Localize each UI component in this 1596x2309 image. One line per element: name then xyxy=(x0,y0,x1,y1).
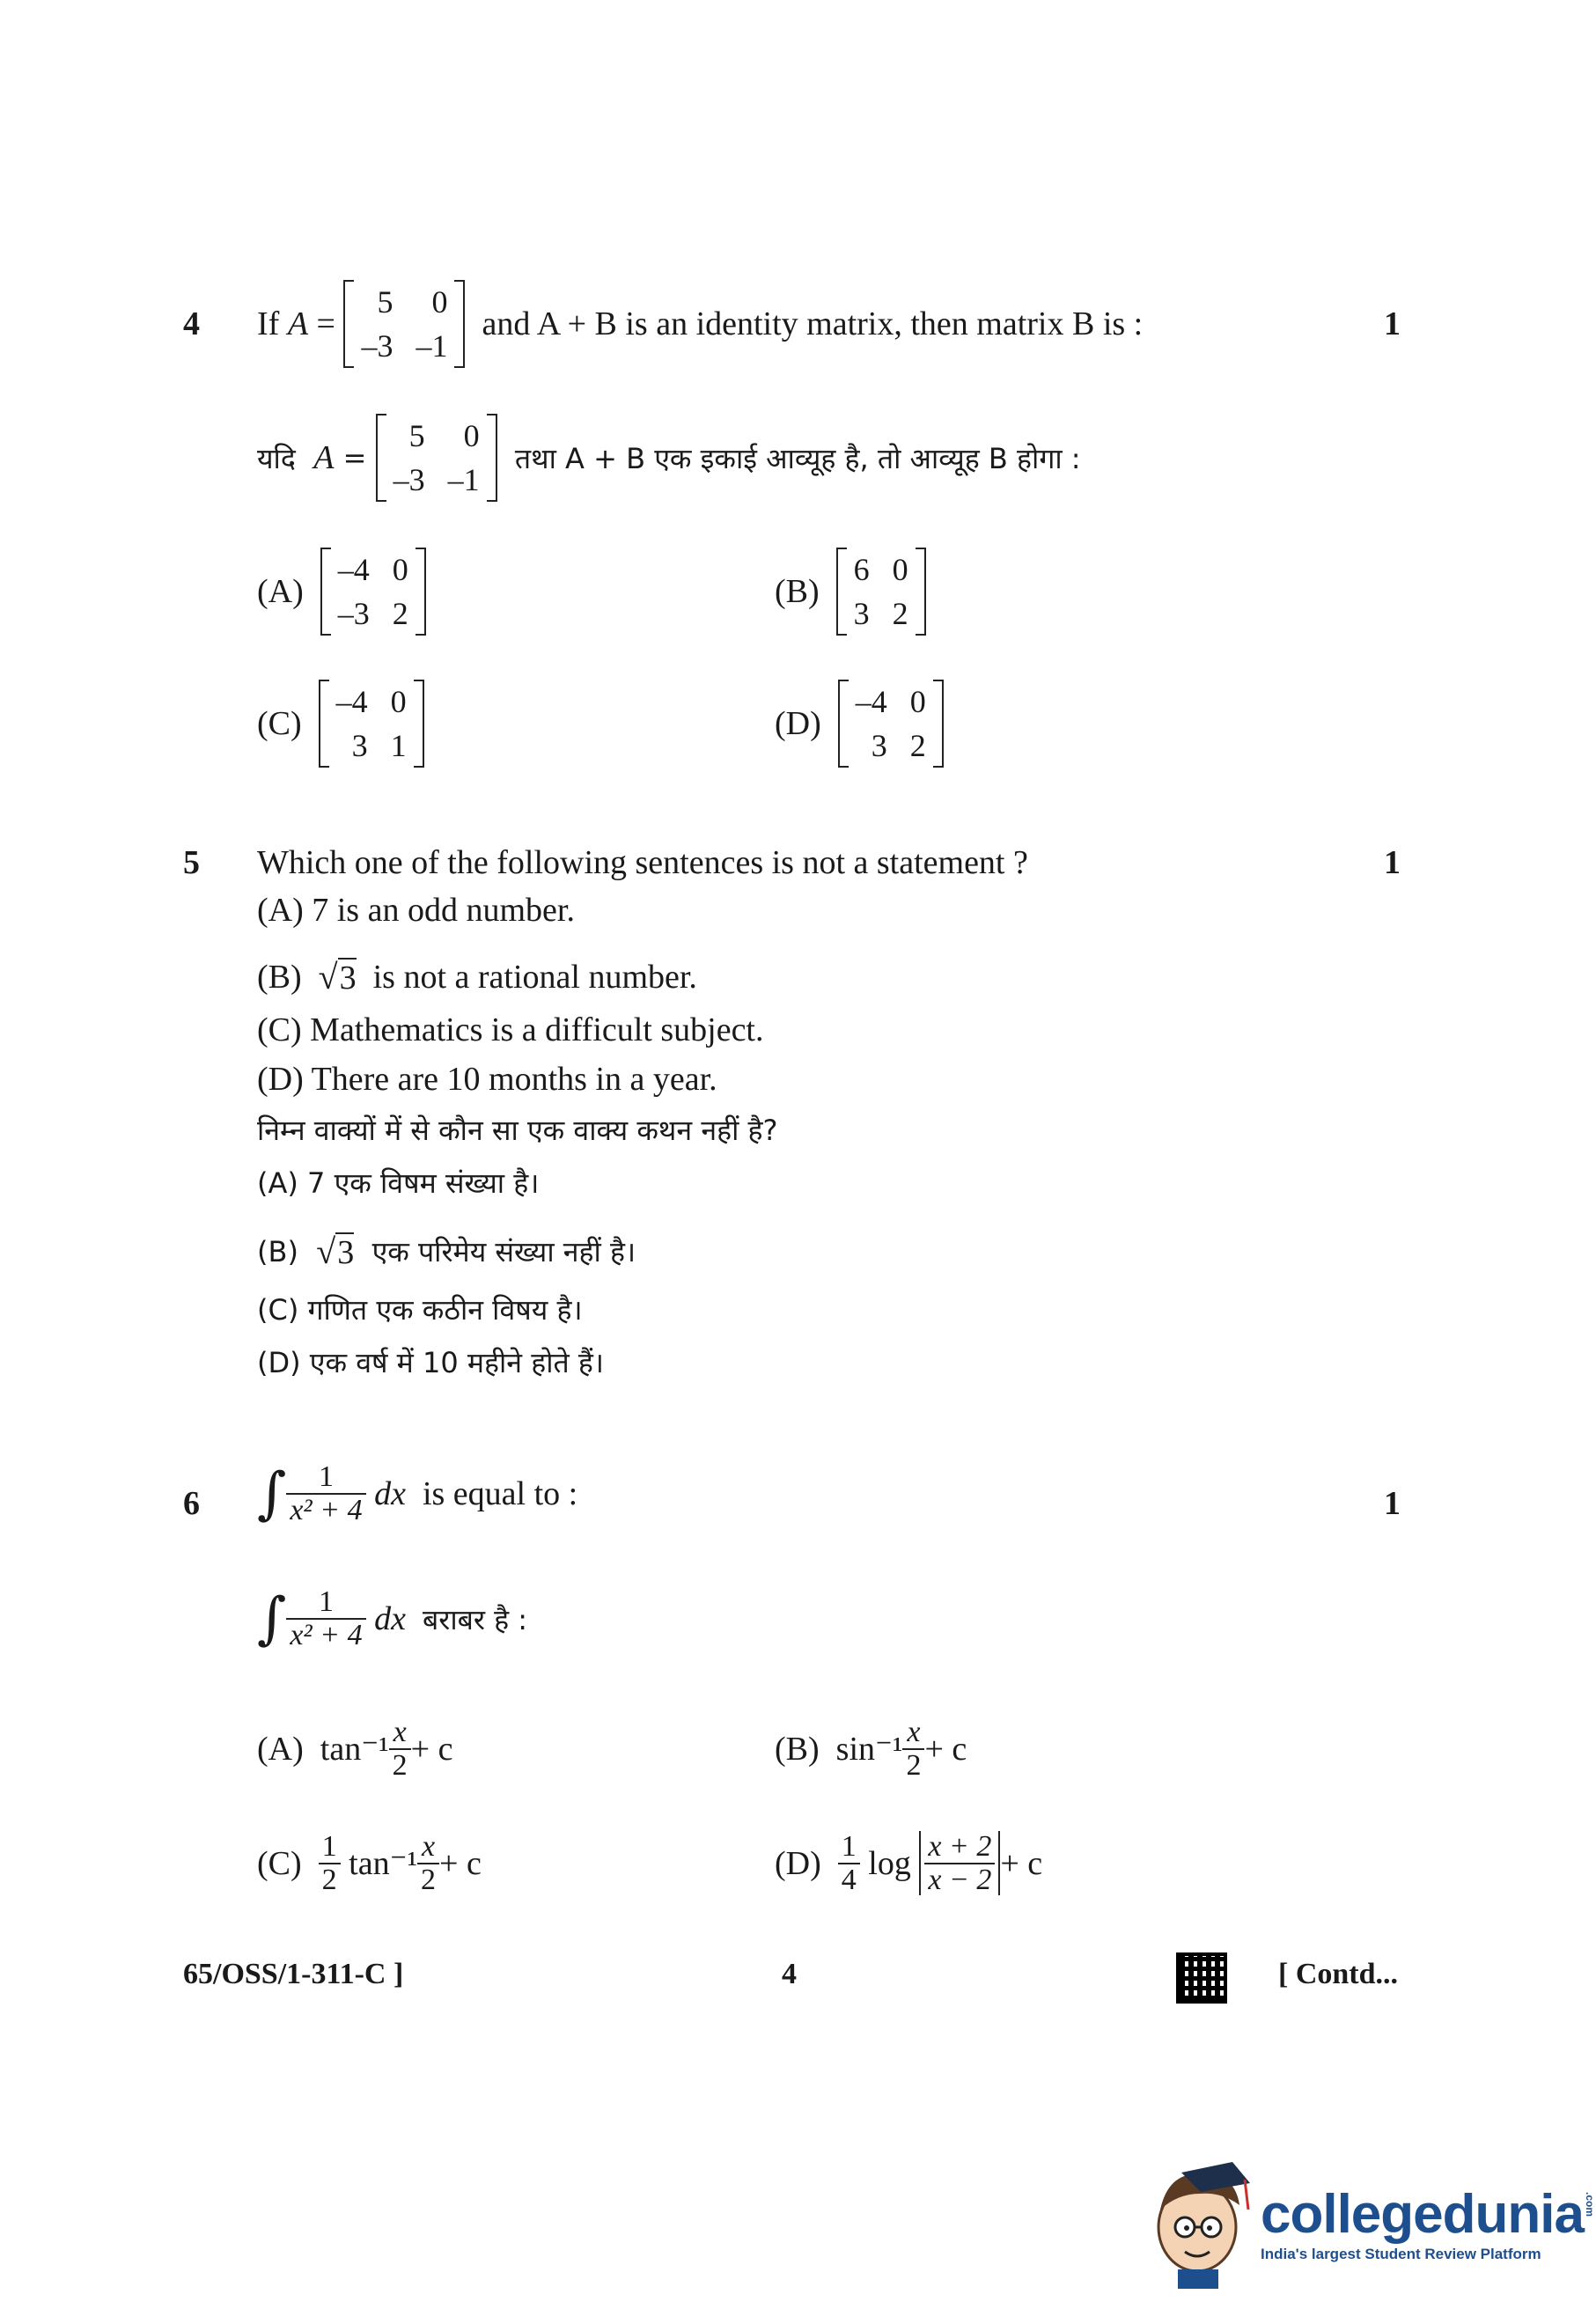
q4-question-en: If A = 5 0 –3 –1 and A + B is an identity matrix, then matrix B is : xyxy=(257,280,1143,368)
q4-matrix-a-hi: 5 0 –3 –1 xyxy=(376,414,497,502)
q6-integrand-hi: $\frac{1}{\text{x² + 4}}$ xyxy=(286,1586,365,1651)
page-number: 4 xyxy=(782,1958,797,1990)
sqrt-symbol-hi: √3 xyxy=(316,1232,355,1271)
q6-question-en: ∫ $\frac{1}{\text{x² + 4}}$ dx is equal to : xyxy=(257,1460,578,1526)
q4-marks: 1 xyxy=(1384,305,1401,342)
sqrt-symbol: √3 xyxy=(318,957,357,996)
q4-option-d-matrix: –4 0 3 2 xyxy=(838,680,944,768)
q4-option-d[interactable]: (D) –4 0 3 2 xyxy=(775,680,944,768)
q4-option-c[interactable]: (C) –4 0 3 1 xyxy=(257,680,424,768)
q4-option-c-matrix: –4 0 3 1 xyxy=(319,680,424,768)
logo-com: .com xyxy=(1583,2191,1596,2217)
q6-number: 6 xyxy=(183,1485,200,1522)
q4-matrix-a: 5 0 –3 –1 xyxy=(343,280,465,368)
q6-option-b[interactable]: (B) sin⁻¹ $\frac{x}{2}$ + c xyxy=(775,1716,967,1782)
q4-number: 4 xyxy=(183,305,200,342)
q4-question-hi: यदि A = 5 0 –3 –1 तथा A + B एक इकाई आव्यूह है, तो आव्यूह B होगा : xyxy=(257,414,1081,502)
integral-symbol: ∫ xyxy=(257,1461,287,1526)
logo-name: collegedunia xyxy=(1261,2183,1584,2245)
q5-marks: 1 xyxy=(1384,844,1401,881)
q4-option-b[interactable]: (B) 6 0 3 2 xyxy=(775,548,926,636)
mascot-icon xyxy=(1151,2157,1255,2289)
q4-option-b-matrix: 6 0 3 2 xyxy=(836,548,926,636)
q6-marks: 1 xyxy=(1384,1485,1401,1522)
q4-question-rest: and A + B is an identity matrix, then matrix B is : xyxy=(482,305,1144,342)
q5-option-b-hi[interactable]: (B) √3 एक परिमेय संख्या नहीं है। xyxy=(257,1232,636,1271)
absolute-value: $\frac{x + 2}{x - 2}$ xyxy=(919,1831,1000,1895)
q6-integrand: $\frac{1}{\text{x² + 4}}$ xyxy=(286,1461,365,1526)
q5-question-en: Which one of the following sentences is not a statement ? xyxy=(257,844,1028,881)
collegedunia-logo xyxy=(1151,2157,1596,2289)
contd-label: [ Contd... xyxy=(1278,1958,1399,1990)
q5-option-a-hi[interactable]: (A) 7 एक विषम संख्या है। xyxy=(257,1166,540,1200)
q5-number: 5 xyxy=(183,844,200,881)
q5-option-d-hi[interactable]: (D) एक वर्ष में 10 महीने होते हैं। xyxy=(257,1346,605,1379)
logo-tagline: India's largest Student Review Platform xyxy=(1261,2245,1541,2262)
q6-option-d[interactable]: (D) $\frac{1}{4}$ log $\frac{x + 2}{x - 2}$ + c xyxy=(775,1830,1043,1896)
q4-option-a[interactable]: (A) –4 0 –3 2 xyxy=(257,548,426,636)
q6-question-hi: ∫ $\frac{1}{\text{x² + 4}}$ dx बराबर है : xyxy=(257,1585,528,1651)
paper-code: 65/OSS/1-311-C ] xyxy=(183,1958,404,1990)
q5-option-a-en[interactable]: (A) 7 is an odd number. xyxy=(257,892,575,929)
q5-option-b-en[interactable]: (B) √3 is not a rational number. xyxy=(257,957,697,996)
q4-option-a-matrix: –4 0 –3 2 xyxy=(320,548,426,636)
q6-option-a[interactable]: (A) tan⁻¹ $\frac{x}{2}$ + c xyxy=(257,1716,453,1782)
integral-symbol-hi: ∫ xyxy=(257,1586,287,1651)
q5-option-c-hi[interactable]: (C) गणित एक कठीन विषय है। xyxy=(257,1293,583,1327)
q5-question-hi: निम्न वाक्यों में से कौन सा एक वाक्य कथन नहीं है? xyxy=(257,1114,778,1147)
q4-if: If xyxy=(257,305,280,342)
q5-option-c-en[interactable]: (C) Mathematics is a difficult subject. xyxy=(257,1011,764,1048)
qr-code-icon xyxy=(1176,1952,1227,2004)
q5-option-d-en[interactable]: (D) There are 10 months in a year. xyxy=(257,1061,717,1098)
q6-option-c[interactable]: (C) $\frac{1}{2}$ tan⁻¹ $\frac{x}{2}$ + c xyxy=(257,1830,482,1896)
